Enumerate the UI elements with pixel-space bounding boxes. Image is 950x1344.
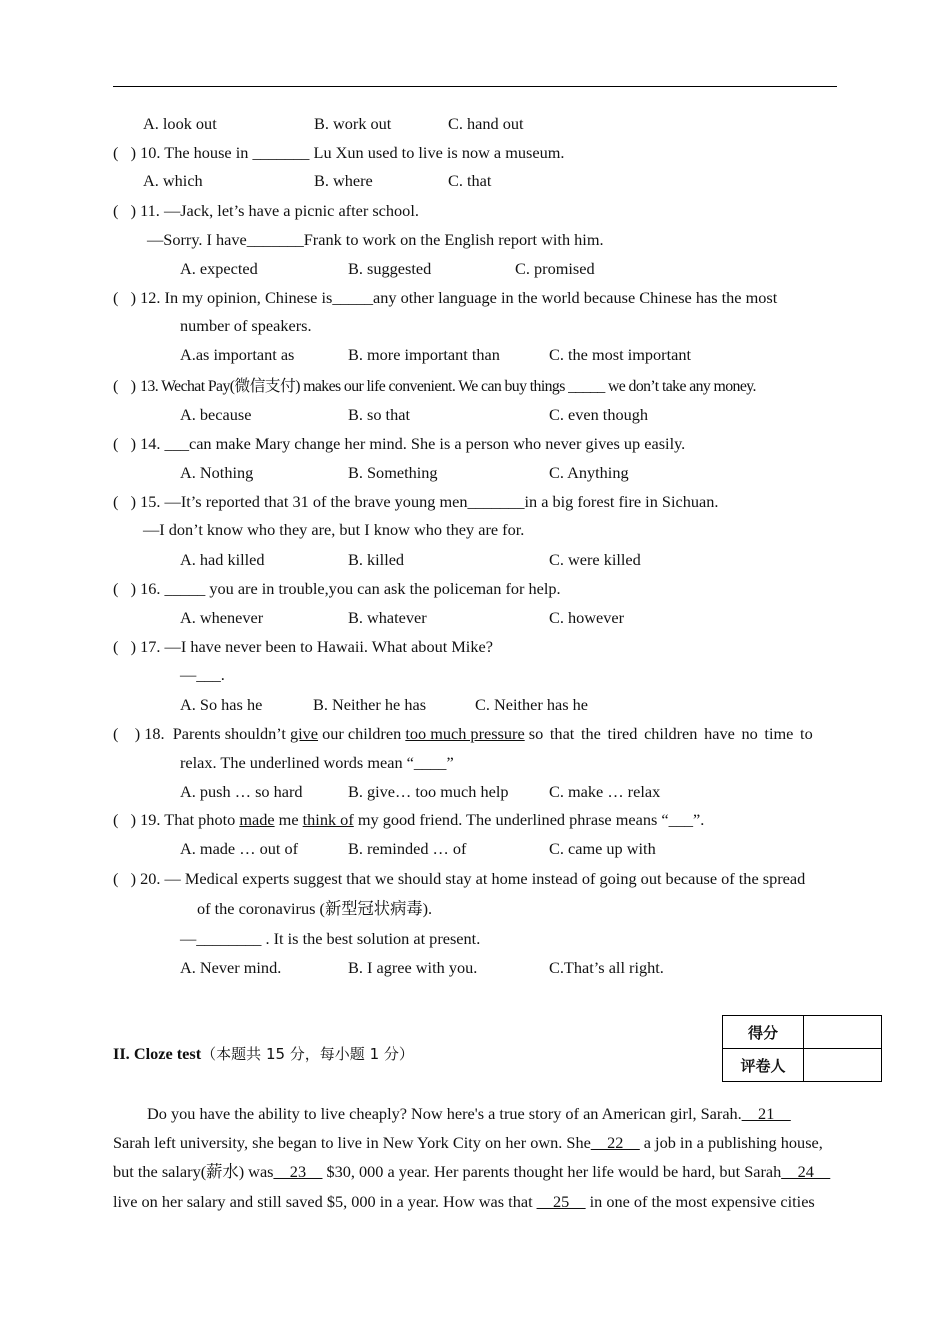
q17-stem-2: —___.	[180, 665, 225, 684]
q20-stem: ( ) 20. — Medical experts suggest that we should stay at home instead of going out because of the spread	[113, 869, 806, 888]
q11-stem-2: —Sorry. I have_______Frank to work on the English report with him.	[147, 230, 604, 249]
q11-option-b: B. suggested	[348, 259, 432, 278]
q20-option-b: B. I agree with you.	[348, 958, 478, 977]
q15-stem-2: —I don’t know who they are, but I know who they are for.	[143, 520, 525, 539]
q12-option-c: C. the most important	[549, 345, 691, 364]
q18-option-b: B. give… too much help	[348, 782, 509, 801]
grader-field[interactable]	[804, 1049, 882, 1082]
q12-option-a: A.as important as	[180, 345, 295, 364]
answer-paren-open: (	[113, 143, 119, 162]
underlined-phrase: think of	[302, 810, 354, 829]
q16-option-b: B. whatever	[348, 608, 427, 627]
header-rule	[113, 86, 837, 87]
q10-option-c: C. that	[448, 171, 492, 190]
q10-option-b: B. where	[314, 171, 373, 190]
q15-stem: ( ) 15. —It’s reported that 31 of the brave young men_______in a big forest fire in Sichuan.	[113, 492, 719, 511]
blank-24: __24__	[781, 1162, 831, 1181]
q15-option-a: A. had killed	[180, 550, 265, 569]
q13-option-b: B. so that	[348, 405, 410, 424]
q11-option-a: A. expected	[180, 259, 258, 278]
q12-stem: ( ) 12. In my opinion, Chinese is_____any other language in the world because Chinese has the most	[113, 288, 778, 307]
blank-21: __21__	[741, 1104, 791, 1123]
q17-option-b: B. Neither he has	[313, 695, 427, 714]
q18-stem: ( ) 18. Parents shouldn’t give our children too much pressure so that the tired children have no time to	[113, 724, 813, 743]
q17-option-a: A. So has he	[180, 695, 263, 714]
q10-stem: ( ) 10. The house in _______ Lu Xun used to live is now a museum.	[113, 143, 565, 162]
q14-stem: ( ) 14. ___can make Mary change her mind. She is a person who never gives up easily.	[113, 434, 686, 453]
q9-option-b: B. work out	[314, 114, 392, 133]
q20-stem-3: —________ . It is the best solution at present.	[180, 929, 481, 948]
blank-25: __25__	[536, 1192, 586, 1211]
q19-option-a: A. made … out of	[180, 839, 299, 858]
answer-paren-close: )	[130, 143, 137, 162]
q19-stem: ( ) 19. That photo made me think of my good friend. The underlined phrase means “___”.	[113, 810, 705, 829]
q15-option-c: C. were killed	[549, 550, 641, 569]
section-note: （本题共 15 分，每小题 1 分）	[201, 1045, 414, 1063]
q13-option-a: A. because	[180, 405, 252, 424]
q11-stem: ( ) 11. —Jack, let’s have a picnic after school.	[113, 201, 419, 220]
passage-line-1: Do you have the ability to live cheaply? Now here's a true story of an American girl, Sarah.__21__	[147, 1104, 791, 1123]
q14-option-b: B. Something	[348, 463, 438, 482]
q12-option-b: B. more important than	[348, 345, 500, 364]
q20-option-a: A. Never mind.	[180, 958, 282, 977]
underlined-word: made	[239, 810, 275, 829]
q16-option-c: C. however	[549, 608, 625, 627]
score-field[interactable]	[804, 1016, 882, 1049]
q20-stem-2: of the coronavirus (新型冠状病毒).	[197, 899, 433, 918]
q17-option-c: C. Neither has he	[475, 695, 589, 714]
blank-23: __23__	[273, 1162, 323, 1181]
q18-stem-2: relax. The underlined words mean “____”	[180, 753, 454, 772]
q13-option-c: C. even though	[549, 405, 649, 424]
q9-option-c: C. hand out	[448, 114, 524, 133]
q20-option-c: C.That’s all right.	[549, 958, 664, 977]
q18-option-a: A. push … so hard	[180, 782, 303, 801]
q15-option-b: B. killed	[348, 550, 405, 569]
q16-option-a: A. whenever	[180, 608, 264, 627]
blank-22: __22__	[590, 1133, 640, 1152]
q14-option-c: C. Anything	[549, 463, 629, 482]
q19-option-c: C. came up with	[549, 839, 656, 858]
q18-option-c: C. make … relax	[549, 782, 661, 801]
passage-line-3: but the salary(薪水) was__23__ $30, 000 a year. Her parents thought her life would be hard, but Sarah__24__	[113, 1162, 831, 1181]
underlined-word: give	[290, 724, 319, 743]
q19-option-b: B. reminded … of	[348, 839, 467, 858]
q12-stem-2: number of speakers.	[180, 316, 312, 335]
score-table	[722, 1015, 882, 1082]
q10-option-a: A. which	[143, 171, 203, 190]
q11-option-c: C. promised	[515, 259, 595, 278]
score-label: 得分	[723, 1016, 804, 1049]
q17-stem: ( ) 17. —I have never been to Hawaii. What about Mike?	[113, 637, 493, 656]
q14-option-a: A. Nothing	[180, 463, 254, 482]
passage-line-2: Sarah left university, she began to live in New York City on her own. She__22__ a job in a publishing house,	[113, 1133, 823, 1152]
underlined-phrase: too much pressure	[405, 724, 525, 743]
q16-stem: ( ) 16. _____ you are in trouble,you can ask the policeman for help.	[113, 579, 561, 598]
q9-option-a: A. look out	[143, 114, 217, 133]
grader-label: 评卷人	[723, 1049, 804, 1082]
section-title: II. Cloze test（本题共 15 分，每小题 1 分）	[113, 1044, 414, 1063]
passage-line-4: live on her salary and still saved $5, 000 in a year. How was that __25__ in one of the most expensive cities	[113, 1192, 815, 1211]
q13-stem: ( ) 13. Wechat Pay(微信支付) makes our life convenient. We can buy things _____ we don’t take any money.	[113, 376, 756, 395]
